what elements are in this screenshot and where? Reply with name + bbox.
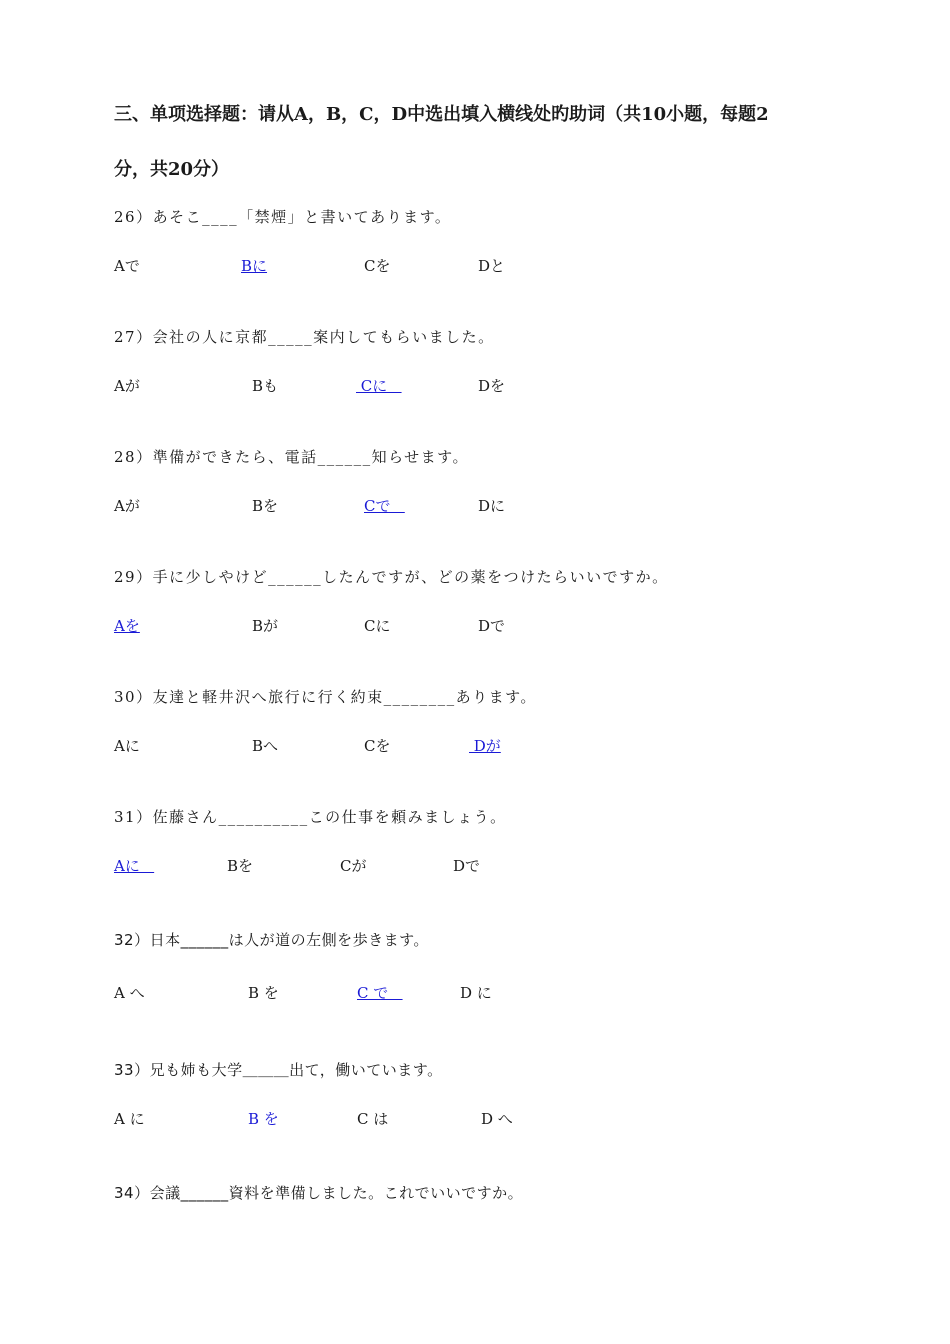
option-28-c-answer[interactable]: Cで [364,497,405,515]
option-33-a: A に [114,1110,145,1128]
option-26-b-answer[interactable]: Bに [241,257,268,275]
option-33-c: C は [357,1110,389,1128]
option-33-d: D へ [481,1110,513,1128]
option-32-b: B を [248,984,279,1002]
option-27-b: Bも [252,377,279,395]
question-30: 30）友達と軽井沢へ旅行に行く約束________あります。 [114,688,537,706]
option-30-d-answer[interactable]: Dが [469,737,501,755]
question-33: 33）兄も姉も大学＿＿＿出て，働いています。 [114,1061,443,1079]
option-28-b: Bを [252,497,279,515]
option-28-a: Aが [114,497,140,515]
option-32-c-answer[interactable]: C で [357,984,403,1002]
option-28-d: Dに [478,497,506,515]
option-30-c: Cを [364,737,391,755]
question-27: 27）会社の人に京都_____案内してもらいました。 [114,328,495,346]
section-heading-line-1: 三、单项选择题：请从A，B，C，D中选出填入横线处旳助词（共10小题，每题2 [114,104,769,125]
option-29-b: Bが [252,617,279,635]
option-27-d: Dを [478,377,506,395]
section-heading-line-2: 分，共20分） [114,159,230,180]
question-29: 29）手に少しやけど______したんですが、どの薬をつけたらいいですか。 [114,568,669,586]
option-29-a-answer[interactable]: Aを [114,617,140,635]
option-30-b: Bへ [252,737,279,755]
question-34: 34）会議______資料を準備しました。これでいいですか。 [114,1184,524,1202]
option-31-d: Dで [453,857,481,875]
option-27-a: Aが [114,377,140,395]
question-26: 26）あそこ____「禁煙」と書いてあります。 [114,208,452,226]
question-31: 31）佐藤さん__________この仕事を頼みましょう。 [114,808,507,826]
option-26-d: Dと [478,257,506,275]
option-29-c: Cに [364,617,391,635]
option-31-c: Cが [340,857,367,875]
option-26-c: Cを [364,257,391,275]
option-31-b: Bを [227,857,254,875]
option-31-a-answer[interactable]: Aに [114,857,155,875]
option-26-a: Aで [114,257,140,275]
option-32-d: D に [460,984,492,1002]
option-29-d: Dで [478,617,506,635]
option-30-a: Aに [114,737,140,755]
question-32: 32）日本______は人が道の左側を歩きます。 [114,931,429,949]
option-33-b-answer[interactable]: B を [248,1110,279,1128]
option-32-a: A へ [114,984,145,1002]
question-28: 28）準備ができたら、電話______知らせます。 [114,448,469,466]
option-27-c-answer[interactable]: Cに [356,377,402,395]
